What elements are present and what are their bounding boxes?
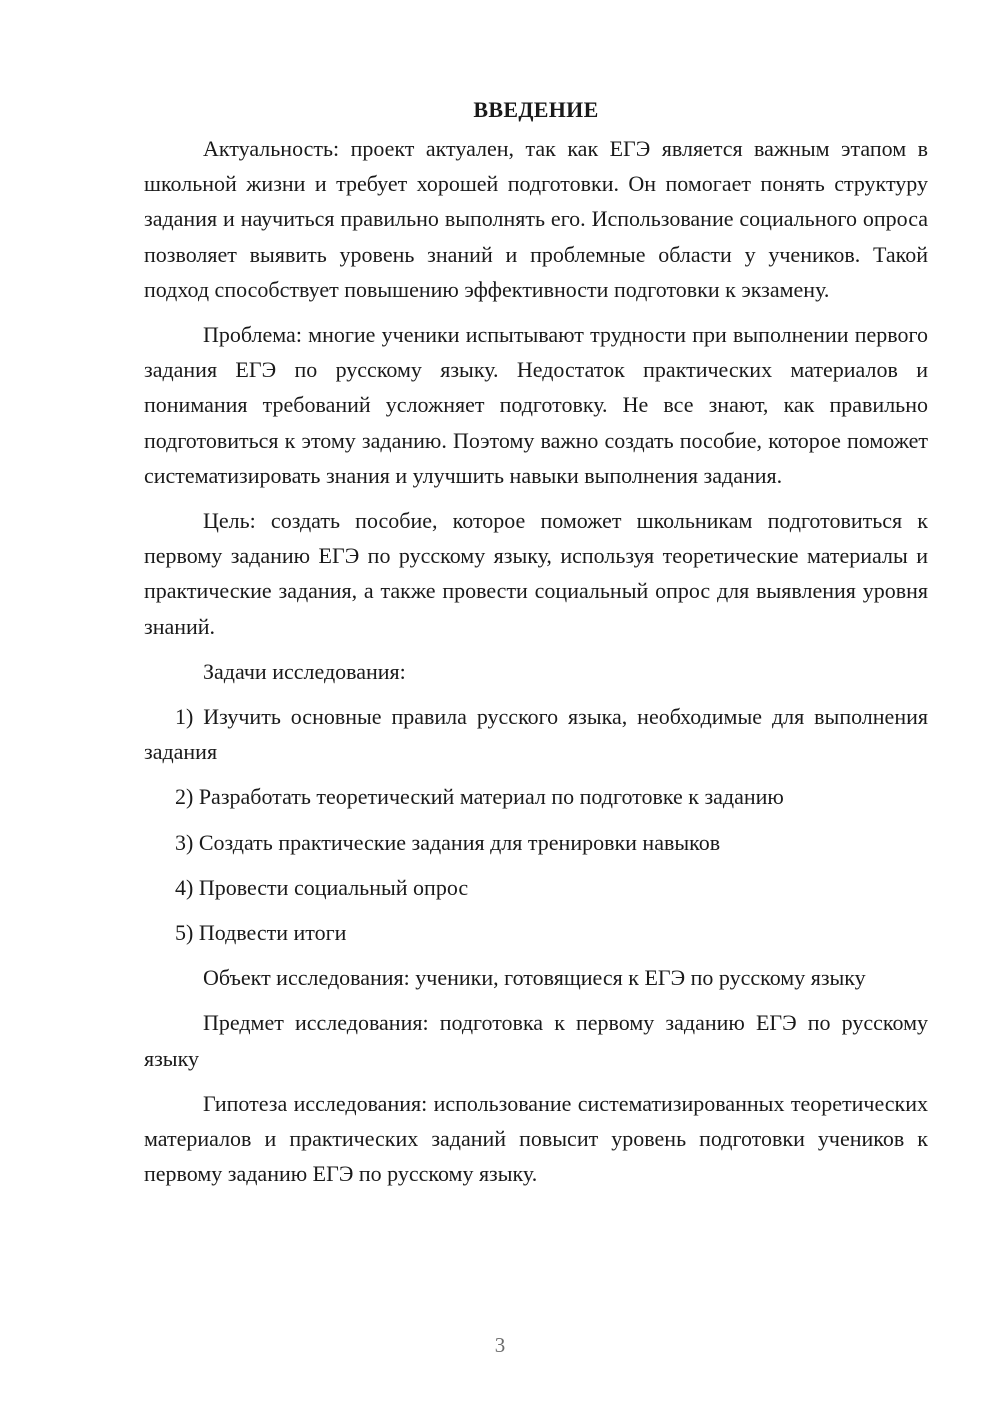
tasks-list (144, 699, 928, 950)
subject-paragraph: Предмет исследования: подготовка к первому заданию ЕГЭ по русскому языку (144, 1010, 928, 1071)
goal-paragraph: Цель: создать пособие, которое поможет школьникам подготовиться к первому заданию ЕГЭ по русскому языку, используя теоретические материалы и практические задания, а также провести социальный опрос для выявления уровня знаний. (144, 508, 928, 639)
task-item-2: 2) Разработать теоретический материал по подготовке к заданию (175, 784, 784, 810)
object-paragraph: Объект исследования: ученики, готовящиеся к ЕГЭ по русскому языку (203, 965, 866, 991)
task-item-4: 4) Провести социальный опрос (175, 874, 469, 900)
tasks-heading: Задачи исследования: (203, 658, 406, 684)
page-number: 3 (494, 1333, 506, 1357)
problem-paragraph: Проблема: многие ученики испытывают трудности при выполнении первого задания ЕГЭ по русскому языку. Недостаток практических материалов и понимания требований усложняет подготовку. Не все знают, как правильно подготовиться к этому заданию. Поэтому важно создать пособие, которое поможет систематизировать знания и улучшить навыки выполнения задания. (144, 322, 928, 488)
task-item-1: 1) Изучить основные правила русского языка, необходимые для выполнения задания (144, 704, 928, 765)
hypothesis-paragraph: Гипотеза исследования: использование систематизированных теоретических материалов и практических заданий повысит уровень подготовки учеников к первому заданию ЕГЭ по русскому языку. (144, 1090, 928, 1187)
section-title: ВВЕДЕНИЕ (473, 97, 599, 122)
relevance-paragraph: Актуальность: проект актуален, так как ЕГЭ является важным этапом в школьной жизни и требует хорошей подготовки. Он помогает понять структуру задания и научиться правильно выполнять его. Использование социального опроса позволяет выявить уровень знаний и проблемные области у учеников. Такой подход способствует повышению эффективности подготовки к экзамену. (144, 136, 928, 302)
page-content (144, 92, 928, 1191)
task-item-5: 5) Подвести итоги (175, 920, 347, 946)
task-item-3: 3) Создать практические задания для тренировки навыков (175, 829, 721, 855)
